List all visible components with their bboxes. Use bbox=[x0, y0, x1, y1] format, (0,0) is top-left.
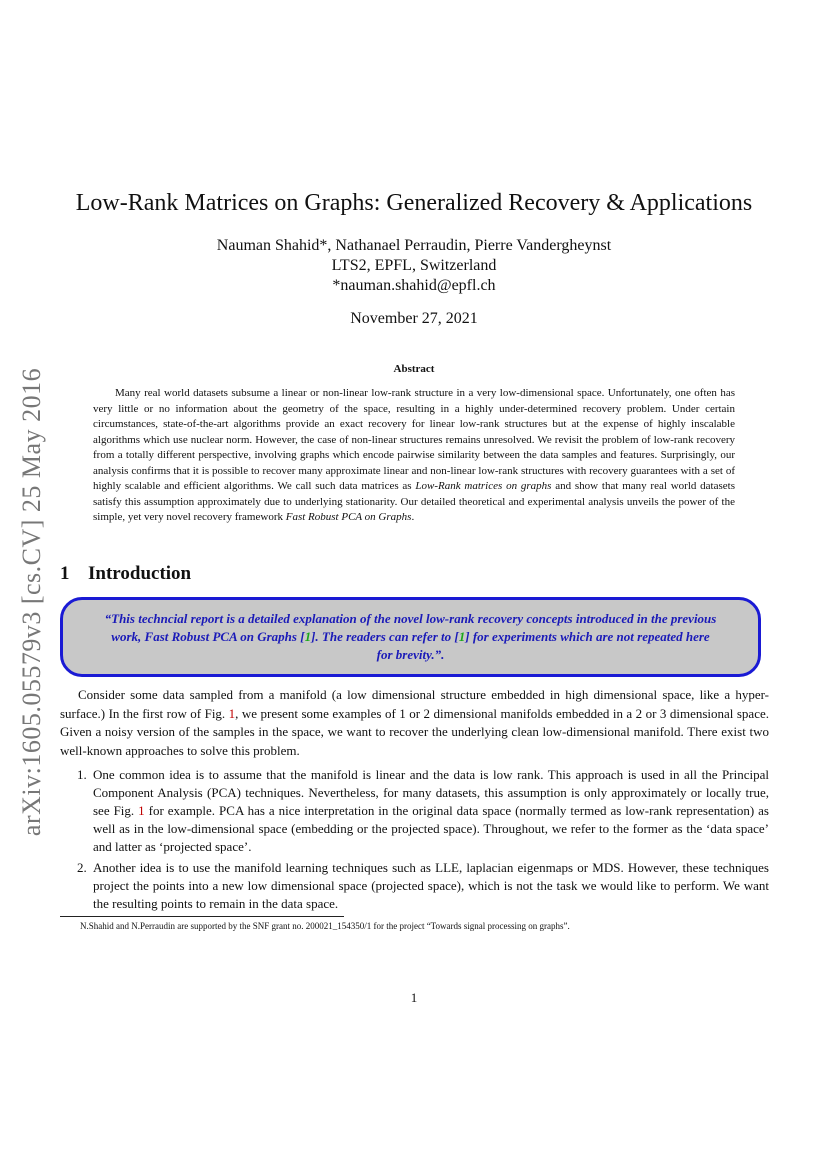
author-list: Nauman Shahid*, Nathanael Perraudin, Pierre Vandergheynst bbox=[216, 237, 612, 254]
section-number: 1 bbox=[60, 563, 70, 584]
list-item-text: One common idea is to assume that the manifold is linear and the data is low rank. This approach is used in all the Principal Component Analysis (PCA) techniques. Nevertheless, for many datasets, this assumption is only approximately or locally true, see Fig. bbox=[93, 767, 769, 818]
affiliation: LTS2, EPFL, Switzerland bbox=[331, 257, 497, 274]
list-item-text: for example. PCA has a nice interpretation in the original data space (normally termed as low-rank representation) as well as in the low-dimensional space (embedding or the projected space). Throughout, we refer to the former as the ‘data space’ and latter as ‘projected space’. bbox=[93, 803, 769, 854]
figure-link[interactable]: 1 bbox=[228, 705, 236, 721]
callout-box bbox=[60, 597, 761, 677]
list-item-text: Another idea is to use the manifold learning techniques such as LLE, laplacian eigenmaps or MDS. However, these techniques project the points into a new low dimensional space (projected space), which is not the task we would like to perform. We want the resulting points to remain in the data space. bbox=[93, 860, 769, 911]
arxiv-stamp bbox=[12, 352, 52, 852]
abstract-emphasis: Low-Rank matrices on graphs bbox=[415, 480, 552, 492]
paper-date: November 27, 2021 bbox=[350, 310, 478, 327]
citation-link[interactable]: 1 bbox=[304, 629, 312, 644]
abstract-emphasis: Fast Robust PCA on Graphs bbox=[285, 511, 412, 523]
callout-text bbox=[63, 610, 758, 664]
abstract-body bbox=[93, 386, 735, 526]
callout-text-part: ] for experiments which are not repeated here for brevity.”. bbox=[376, 629, 710, 662]
abstract-text: Many real world datasets subsume a linear or non-linear low-rank structure in a very low-dimensional space. Unfortunately, one often has very little or no information about the geometry of the space, resulting in a highly under-determined recovery problem. Under certain circumstances, state-of-the-art algorithms provide an exact recovery for linear low-rank structures but at the expense of highly inscalable algorithms which use nuclear norm. However, the case of non-linear structures remains unresolved. We revisit the problem of low-rank recovery from a totally different perspective, involving graphs which encode pairwise similarity between the data samples and features. Surprisingly, our analysis confirms that it is possible to recover many approximate linear and non-linear low-rank structures with recovery guarantees with a set of highly scalable and efficient algorithms. We call such data matrices as bbox=[93, 387, 735, 492]
approach-list-item-2 bbox=[60, 859, 769, 913]
paragraph-text: , we present some examples of 1 or 2 dimensional manifolds embedded in a 2 or 3 dimensional space. Given a noisy version of the samples in the space, we want to recover the underlying clean low-dimensional manifold. There exist two well-known approaches to solve this problem. bbox=[60, 705, 769, 758]
footnote-divider bbox=[60, 916, 344, 917]
abstract-heading: Abstract bbox=[393, 363, 435, 375]
arxiv-stamp-text: arXiv:1605.05579v3 [cs.CV] 25 May 2016 bbox=[17, 367, 46, 837]
paper-title: Low-Rank Matrices on Graphs: Generalized Recovery & Applications bbox=[75, 190, 753, 216]
list-marker: 2. bbox=[77, 860, 87, 875]
section-heading bbox=[60, 563, 191, 585]
callout-text-part: “This techncial report is a detailed explanation of the novel low-rank recovery concepts introduced in the previous work, Fast Robust PCA on Graphs [ bbox=[104, 611, 717, 644]
abstract-text: . bbox=[411, 511, 415, 523]
figure-link[interactable]: 1 bbox=[138, 803, 145, 818]
page-number: 1 bbox=[410, 990, 418, 1005]
approach-list-item-1 bbox=[60, 766, 769, 856]
section-title: Introduction bbox=[88, 563, 192, 584]
list-marker: 1. bbox=[77, 767, 87, 782]
paragraph-text: Consider some data sampled from a manifold (a low dimensional structure embedded in high dimensional space, like a hyper-surface.) In the first row of Fig. bbox=[60, 687, 769, 721]
intro-paragraph bbox=[60, 686, 769, 760]
citation-link[interactable]: 1 bbox=[458, 629, 466, 644]
author-email: *nauman.shahid@epfl.ch bbox=[332, 277, 496, 294]
footnote: N.Shahid and N.Perraudin are supported by the SNF grant no. 200021_154350/1 for the project “Towards signal processing on graphs”. bbox=[80, 921, 570, 931]
callout-text-part: ]. The readers can refer to [ bbox=[311, 629, 459, 644]
list-item bbox=[60, 859, 769, 913]
abstract-text: and show that many real world datasets satisfy this assumption approximately due to underlying stationarity. Our detailed theoretical and experimental analysis unveils the power of the simple, yet very novel recovery framework bbox=[93, 480, 735, 523]
author-block bbox=[0, 236, 828, 296]
list-item bbox=[60, 766, 769, 856]
